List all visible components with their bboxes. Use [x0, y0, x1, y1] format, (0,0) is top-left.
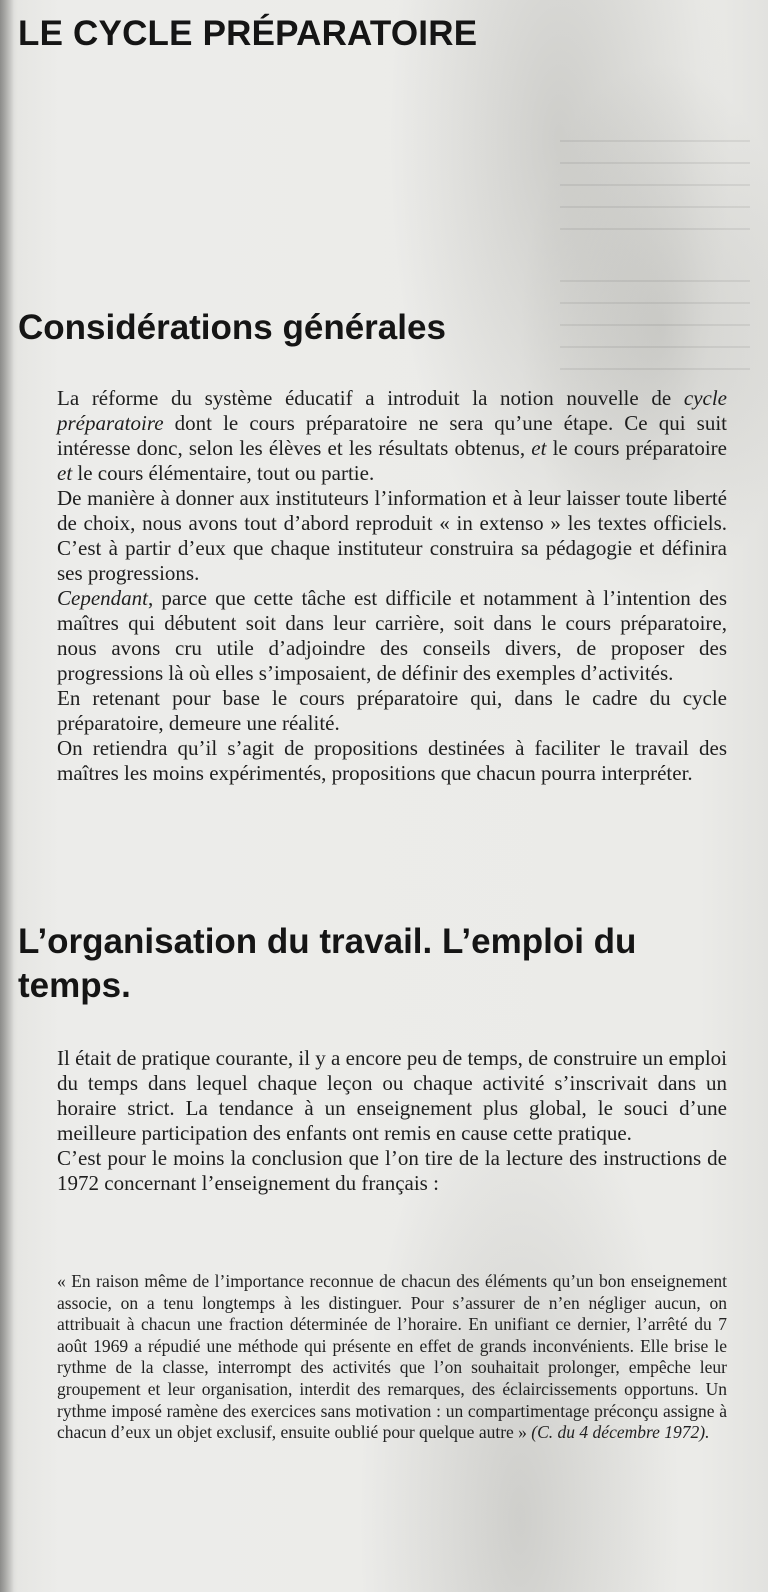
- quote-citation: (C. du 4 décembre 1972).: [531, 1422, 710, 1443]
- official-quote: [57, 1271, 727, 1444]
- quote-text: « En raison même de l’importance reconnue de chacun des éléments qu’un bon enseignement associe, on a tenu longtemps à les distinguer. Pour s’assurer de n’en négliger aucun, on attribuait à chacun une fraction déterminée de l’horaire. En unifiant ce dernier, l’arrêté du 7 août 1969 a répudié une méthode qui présente en effet de grands inconvénients. Elle brise le rythme de la classe, interrompt des activités que l’on souhaitait prolonger, empêche leur groupement et leur organisation, interdit des remarques, des éclaircissements opportuns. Un rythme imposé ramène des exercices sans motivation : un compartimentage préconçu assigne à chacun d’eux un objet exclusif, ensuite oublié pour quelque autre »: [57, 1271, 727, 1443]
- paragraph: De manière à donner aux instituteurs l’information et à leur laisser toute liberté de choix, nous avons tout d’abord reproduit « in extenso » les textes officiels. C’est à partir d’eux que chaque instituteur construira sa pédagogie et définira ses progressions.: [57, 486, 727, 585]
- section-heading-organisation: L’organisation du travail. L’emploi du temps.: [18, 922, 637, 1005]
- section-body-organisation: [57, 1046, 727, 1196]
- section-body-considerations: [57, 386, 727, 786]
- paragraph: [57, 586, 727, 686]
- quote-paragraph: [57, 1271, 727, 1444]
- italic-run: Cependant: [57, 586, 148, 610]
- paragraph: [57, 386, 727, 486]
- italic-run: et: [531, 436, 547, 460]
- text-run: , parce que cette tâche est difficile et notamment à l’intention des maîtres qui débutent soit dans leur carrière, soit dans le cours préparatoire, nous avons cru utile d’adjoindre des conseils divers, de proposer des progressions là où elles s’imposaient, de définir des exemples d’activités.: [57, 586, 727, 685]
- binding-shadow: [0, 0, 14, 1592]
- italic-run: et: [57, 461, 73, 485]
- text-run: le cours élémentaire, tout ou partie.: [72, 461, 375, 485]
- paragraph: C’est pour le moins la conclusion que l’on tire de la lecture des instructions de 1972 concernant l’enseignement du français :: [57, 1146, 727, 1195]
- section-heading-considerations: Considérations générales: [18, 308, 446, 347]
- text-run: La réforme du système éducatif a introduit la notion nouvelle de: [57, 386, 684, 410]
- page-title: LE CYCLE PRÉPARATOIRE: [18, 14, 478, 53]
- paragraph: On retiendra qu’il s’agit de propositions destinées à faciliter le travail des maîtres les moins expérimentés, propositions que chacun pourra interpréter.: [57, 736, 727, 785]
- text-run: dont le cours préparatoire ne sera qu’une étape. Ce qui suit intéresse donc, selon les élèves et les résultats obtenus,: [57, 411, 727, 460]
- text-run: le cours préparatoire: [546, 436, 727, 460]
- show-through-text: [560, 140, 750, 240]
- italic-run: cycle préparatoire: [57, 386, 727, 435]
- paragraph: En retenant pour base le cours préparatoire qui, dans le cadre du cycle préparatoire, demeure une réalité.: [57, 686, 727, 735]
- paragraph: Il était de pratique courante, il y a encore peu de temps, de construire un emploi du temps dans lequel chaque leçon ou chaque activité s’inscrivait dans un horaire strict. La tendance à un enseignement plus global, le souci d’une meilleure participation des enfants ont remis en cause cette pratique.: [57, 1046, 728, 1145]
